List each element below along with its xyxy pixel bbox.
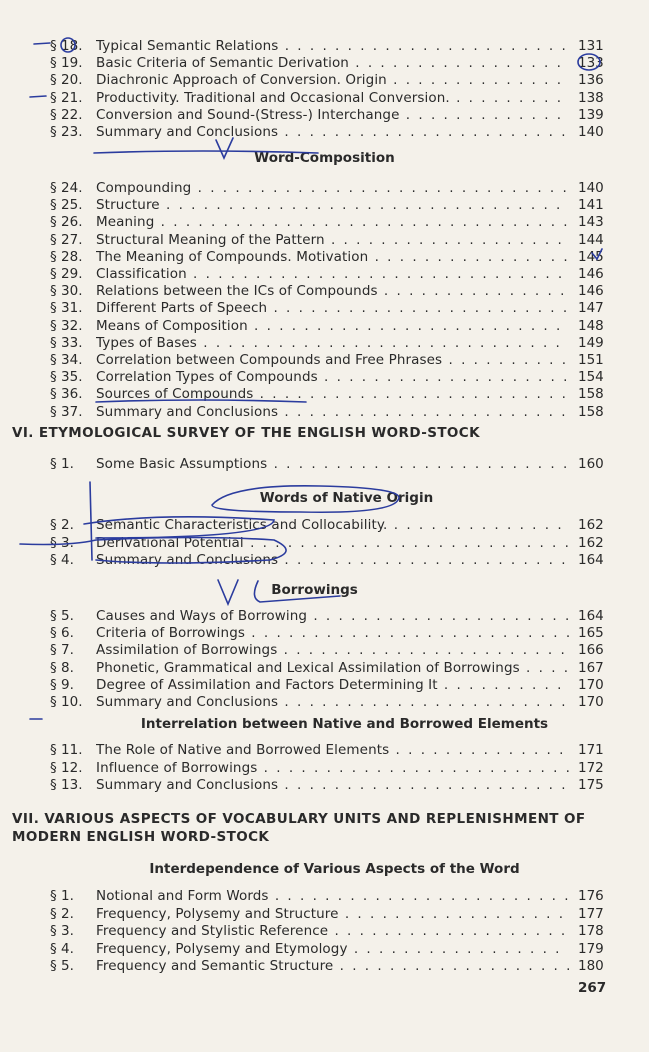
toc-entry (0, 180, 649, 197)
toc-entry-number: § 6. (50, 625, 74, 642)
toc-entry-title: Correlation Types of Compounds . . . (96, 369, 569, 386)
page-number: 267 (578, 980, 607, 996)
toc-entry-title: Productivity. Traditional and Occasional Conversion. . . . (96, 90, 569, 107)
toc-entry-page: 133 (578, 55, 604, 72)
toc-entry (0, 535, 649, 552)
toc-entry-page: 149 (578, 334, 604, 351)
toc-entry-number: § 2. (50, 517, 74, 533)
chapter-vii-title-line2: MODERN ENGLISH WORD-STOCK (12, 829, 270, 845)
toc-entry (0, 249, 649, 266)
toc-entry (0, 625, 649, 642)
toc-entry-title: Frequency and Stylistic Reference . . . (96, 923, 569, 940)
toc-entry (0, 266, 649, 283)
toc-entry-number: § 1. (50, 888, 74, 904)
toc-entry (0, 232, 649, 249)
toc-entry-number: § 19. (50, 55, 83, 72)
toc-entry-page: 141 (578, 197, 604, 214)
toc-entry-title: Relations between the ICs of Compounds . . . (96, 283, 569, 300)
toc-entry-page: 143 (578, 214, 604, 231)
toc-entry (0, 352, 649, 369)
toc-entry-page: 170 (578, 694, 604, 710)
toc-entry-page: 176 (578, 888, 604, 904)
toc-entry-title: Summary and Conclusions . . . (96, 552, 569, 569)
toc-entry-page: 179 (578, 940, 604, 957)
toc-entry-number: § 2. (50, 905, 74, 922)
toc-entry-number: § 32. (50, 317, 83, 334)
toc-entry (0, 677, 649, 694)
toc-entry-title: Summary and Conclusions . . . (96, 124, 569, 141)
toc-entry-number: § 8. (50, 659, 74, 676)
toc-entry-title: Correlation between Compounds and Free Phrases . . . (96, 352, 569, 369)
toc-entry-page: 147 (578, 300, 604, 317)
toc-entry (0, 197, 649, 214)
toc-entry-number: § 9. (50, 676, 74, 693)
toc-entry-title: Frequency and Semantic Structure . . . (96, 958, 569, 975)
toc-entry (0, 369, 649, 386)
toc-entry-page: 154 (578, 369, 604, 386)
toc-entry-number: § 22. (50, 106, 83, 123)
toc-entry (0, 694, 649, 711)
toc-entry-number: § 29. (50, 266, 83, 282)
toc-entry-number: § 26. (50, 214, 83, 231)
toc-entry (0, 404, 649, 421)
interrelation-heading: Interrelation between Native and Borrowed Elements (140, 716, 549, 732)
toc-entry-page: 166 (578, 642, 604, 659)
toc-entry-page: 138 (578, 89, 604, 106)
toc-entry-page: 162 (578, 517, 604, 533)
toc-entry-number: § 4. (50, 940, 74, 957)
toc-entry-page: 146 (578, 266, 604, 282)
toc-entry (0, 456, 649, 473)
toc-entry (0, 552, 649, 569)
interdependence-heading: Interdependence of Various Aspects of the Word (149, 861, 520, 877)
toc-entry (0, 300, 649, 317)
toc-entry (0, 906, 649, 923)
toc-entry-title: Means of Composition . . . (96, 318, 569, 335)
toc-entry-title: Assimilation of Borrowings . . . (96, 642, 569, 659)
toc-entry-page: 175 (578, 777, 604, 793)
toc-entry-number: § 36. (50, 386, 83, 403)
toc-entry-page: 165 (578, 625, 604, 642)
toc-entry-title: Summary and Conclusions . . . (96, 694, 569, 711)
toc-entry-page: 131 (578, 38, 604, 54)
toc-entry (0, 660, 649, 677)
toc-entry (0, 90, 649, 107)
toc-entry-page: 158 (578, 403, 604, 420)
toc-entry-page: 140 (578, 124, 604, 140)
toc-entry-title: Notional and Form Words . . . (96, 888, 569, 905)
toc-entry (0, 55, 649, 72)
toc-entry-page: 164 (578, 608, 604, 624)
toc-entry-title: Structural Meaning of the Pattern . . . (96, 232, 569, 249)
toc-entry-number: § 5. (50, 608, 74, 624)
toc-entry-number: § 13. (50, 777, 83, 793)
toc-entry-page: 136 (578, 72, 604, 89)
toc-entry-title: Derivational Potential . . . (96, 535, 569, 552)
toc-entry-title: Sources of Compounds . . . (96, 386, 569, 403)
toc-entry (0, 608, 649, 625)
toc-entry-number: § 33. (50, 334, 83, 351)
toc-entry-number: § 11. (50, 742, 83, 758)
toc-entry-page: 148 (578, 317, 604, 334)
toc-entry-title: Summary and Conclusions . . . (96, 404, 569, 421)
toc-entry (0, 777, 649, 794)
toc-entry-title: Frequency, Polysemy and Structure . . . (96, 906, 569, 923)
toc-entry-page: 140 (578, 180, 604, 196)
toc-entry-title: Influence of Borrowings . . . (96, 760, 569, 777)
toc-entry-title: Compounding . . . (96, 180, 569, 197)
toc-entry-page: 139 (578, 106, 604, 123)
toc-entry (0, 923, 649, 940)
toc-entry (0, 888, 649, 905)
toc-entry (0, 335, 649, 352)
toc-entry-title: Causes and Ways of Borrowing . . . (96, 608, 569, 625)
toc-entry-page: 170 (578, 676, 604, 693)
toc-entry-title: Diachronic Approach of Conversion. Origin . . . (96, 72, 569, 89)
toc-entry-title: Some Basic Assumptions . . . (96, 456, 569, 473)
toc-entry-number: § 24. (50, 180, 83, 196)
toc-entry (0, 72, 649, 89)
toc-entry (0, 742, 649, 759)
toc-entry-title: Different Parts of Speech . . . (96, 300, 569, 317)
toc-entry (0, 517, 649, 534)
toc-entry-number: § 27. (50, 231, 83, 248)
toc-entry-title: Criteria of Borrowings . . . (96, 625, 569, 642)
toc-entry (0, 107, 649, 124)
toc-entry-page: 151 (578, 352, 604, 368)
toc-entry-title: The Meaning of Compounds. Motivation . . . (96, 249, 569, 266)
toc-entry-number: § 1. (50, 456, 74, 472)
toc-entry-title: Structure . . . (96, 197, 569, 214)
toc-entry (0, 760, 649, 777)
toc-entry-title: Conversion and Sound-(Stress-) Interchange . . . (96, 107, 569, 124)
chapter-vi-title: VI. ETYMOLOGICAL SURVEY OF THE ENGLISH WORD-STOCK (12, 425, 480, 441)
toc-entry-title: Typical Semantic Relations . . . (96, 38, 569, 55)
toc-entry-number: § 30. (50, 283, 83, 300)
toc-entry-number: § 31. (50, 300, 83, 317)
toc-entry-title: The Role of Native and Borrowed Elements . . . (96, 742, 569, 759)
toc-entry-number: § 7. (50, 642, 74, 659)
word-composition-heading: Word-Composition (254, 150, 395, 166)
borrowings-heading: Borrowings (271, 582, 358, 598)
toc-entry-number: § 21. (50, 89, 83, 106)
toc-entry-number: § 34. (50, 352, 83, 368)
toc-entry-page: 164 (578, 552, 604, 568)
toc-entry (0, 958, 649, 975)
toc-entry-page: 160 (578, 456, 604, 472)
toc-entry-number: § 23. (50, 124, 83, 140)
toc-entry (0, 642, 649, 659)
toc-entry-page: 146 (578, 283, 604, 300)
toc-entry-page: 158 (578, 386, 604, 403)
toc-entry-page: 167 (578, 659, 604, 676)
toc-entry-number: § 10. (50, 694, 83, 710)
toc-entry-title: Classification . . . (96, 266, 569, 283)
toc-entry-page: 162 (578, 534, 604, 551)
toc-entry-number: § 37. (50, 403, 83, 420)
toc-entry-title: Degree of Assimilation and Factors Determining It . . . (96, 677, 569, 694)
toc-entry (0, 283, 649, 300)
toc-entry-title: Frequency, Polysemy and Etymology . . . (96, 941, 569, 958)
toc-entry (0, 318, 649, 335)
toc-entry-number: § 4. (50, 552, 74, 568)
toc-entry-number: § 3. (50, 923, 74, 939)
toc-entry-page: 171 (578, 742, 604, 758)
toc-entry-title: Semantic Characteristics and Collocability. . . . (96, 517, 569, 534)
toc-entry-number: § 20. (50, 72, 83, 89)
toc-entry-number: § 25. (50, 197, 83, 214)
toc-entry (0, 386, 649, 403)
toc-entry (0, 38, 649, 55)
toc-entry-page: 144 (578, 231, 604, 248)
toc-entry-title: Types of Bases . . . (96, 335, 569, 352)
toc-entry (0, 124, 649, 141)
toc-entry-page: 177 (578, 905, 604, 922)
toc-entry-number: § 3. (50, 534, 74, 551)
toc-entry-number: § 5. (50, 958, 74, 974)
chapter-vii-title-line1: VII. VARIOUS ASPECTS OF VOCABULARY UNITS AND REPLENISHMENT OF (12, 811, 586, 827)
toc-entry-number: § 35. (50, 369, 83, 386)
toc-entry-page: 178 (578, 923, 604, 939)
toc-entry-title: Basic Criteria of Semantic Derivation . . . (96, 55, 569, 72)
toc-entry-title: Meaning . . . (96, 214, 569, 231)
toc-entry (0, 214, 649, 231)
native-origin-heading: Words of Native Origin (259, 490, 434, 506)
toc-entry-page: 180 (578, 958, 604, 974)
toc-entry-title: Summary and Conclusions . . . (96, 777, 569, 794)
toc-entry-page: 172 (578, 759, 604, 776)
toc-entry-number: § 18. (50, 38, 83, 54)
toc-entry-page: 145 (578, 248, 604, 265)
toc-entry-title: Phonetic, Grammatical and Lexical Assimilation of Borrowings . . . (96, 660, 569, 677)
toc-entry-number: § 12. (50, 759, 83, 776)
toc-entry (0, 941, 649, 958)
toc-entry-number: § 28. (50, 248, 83, 265)
